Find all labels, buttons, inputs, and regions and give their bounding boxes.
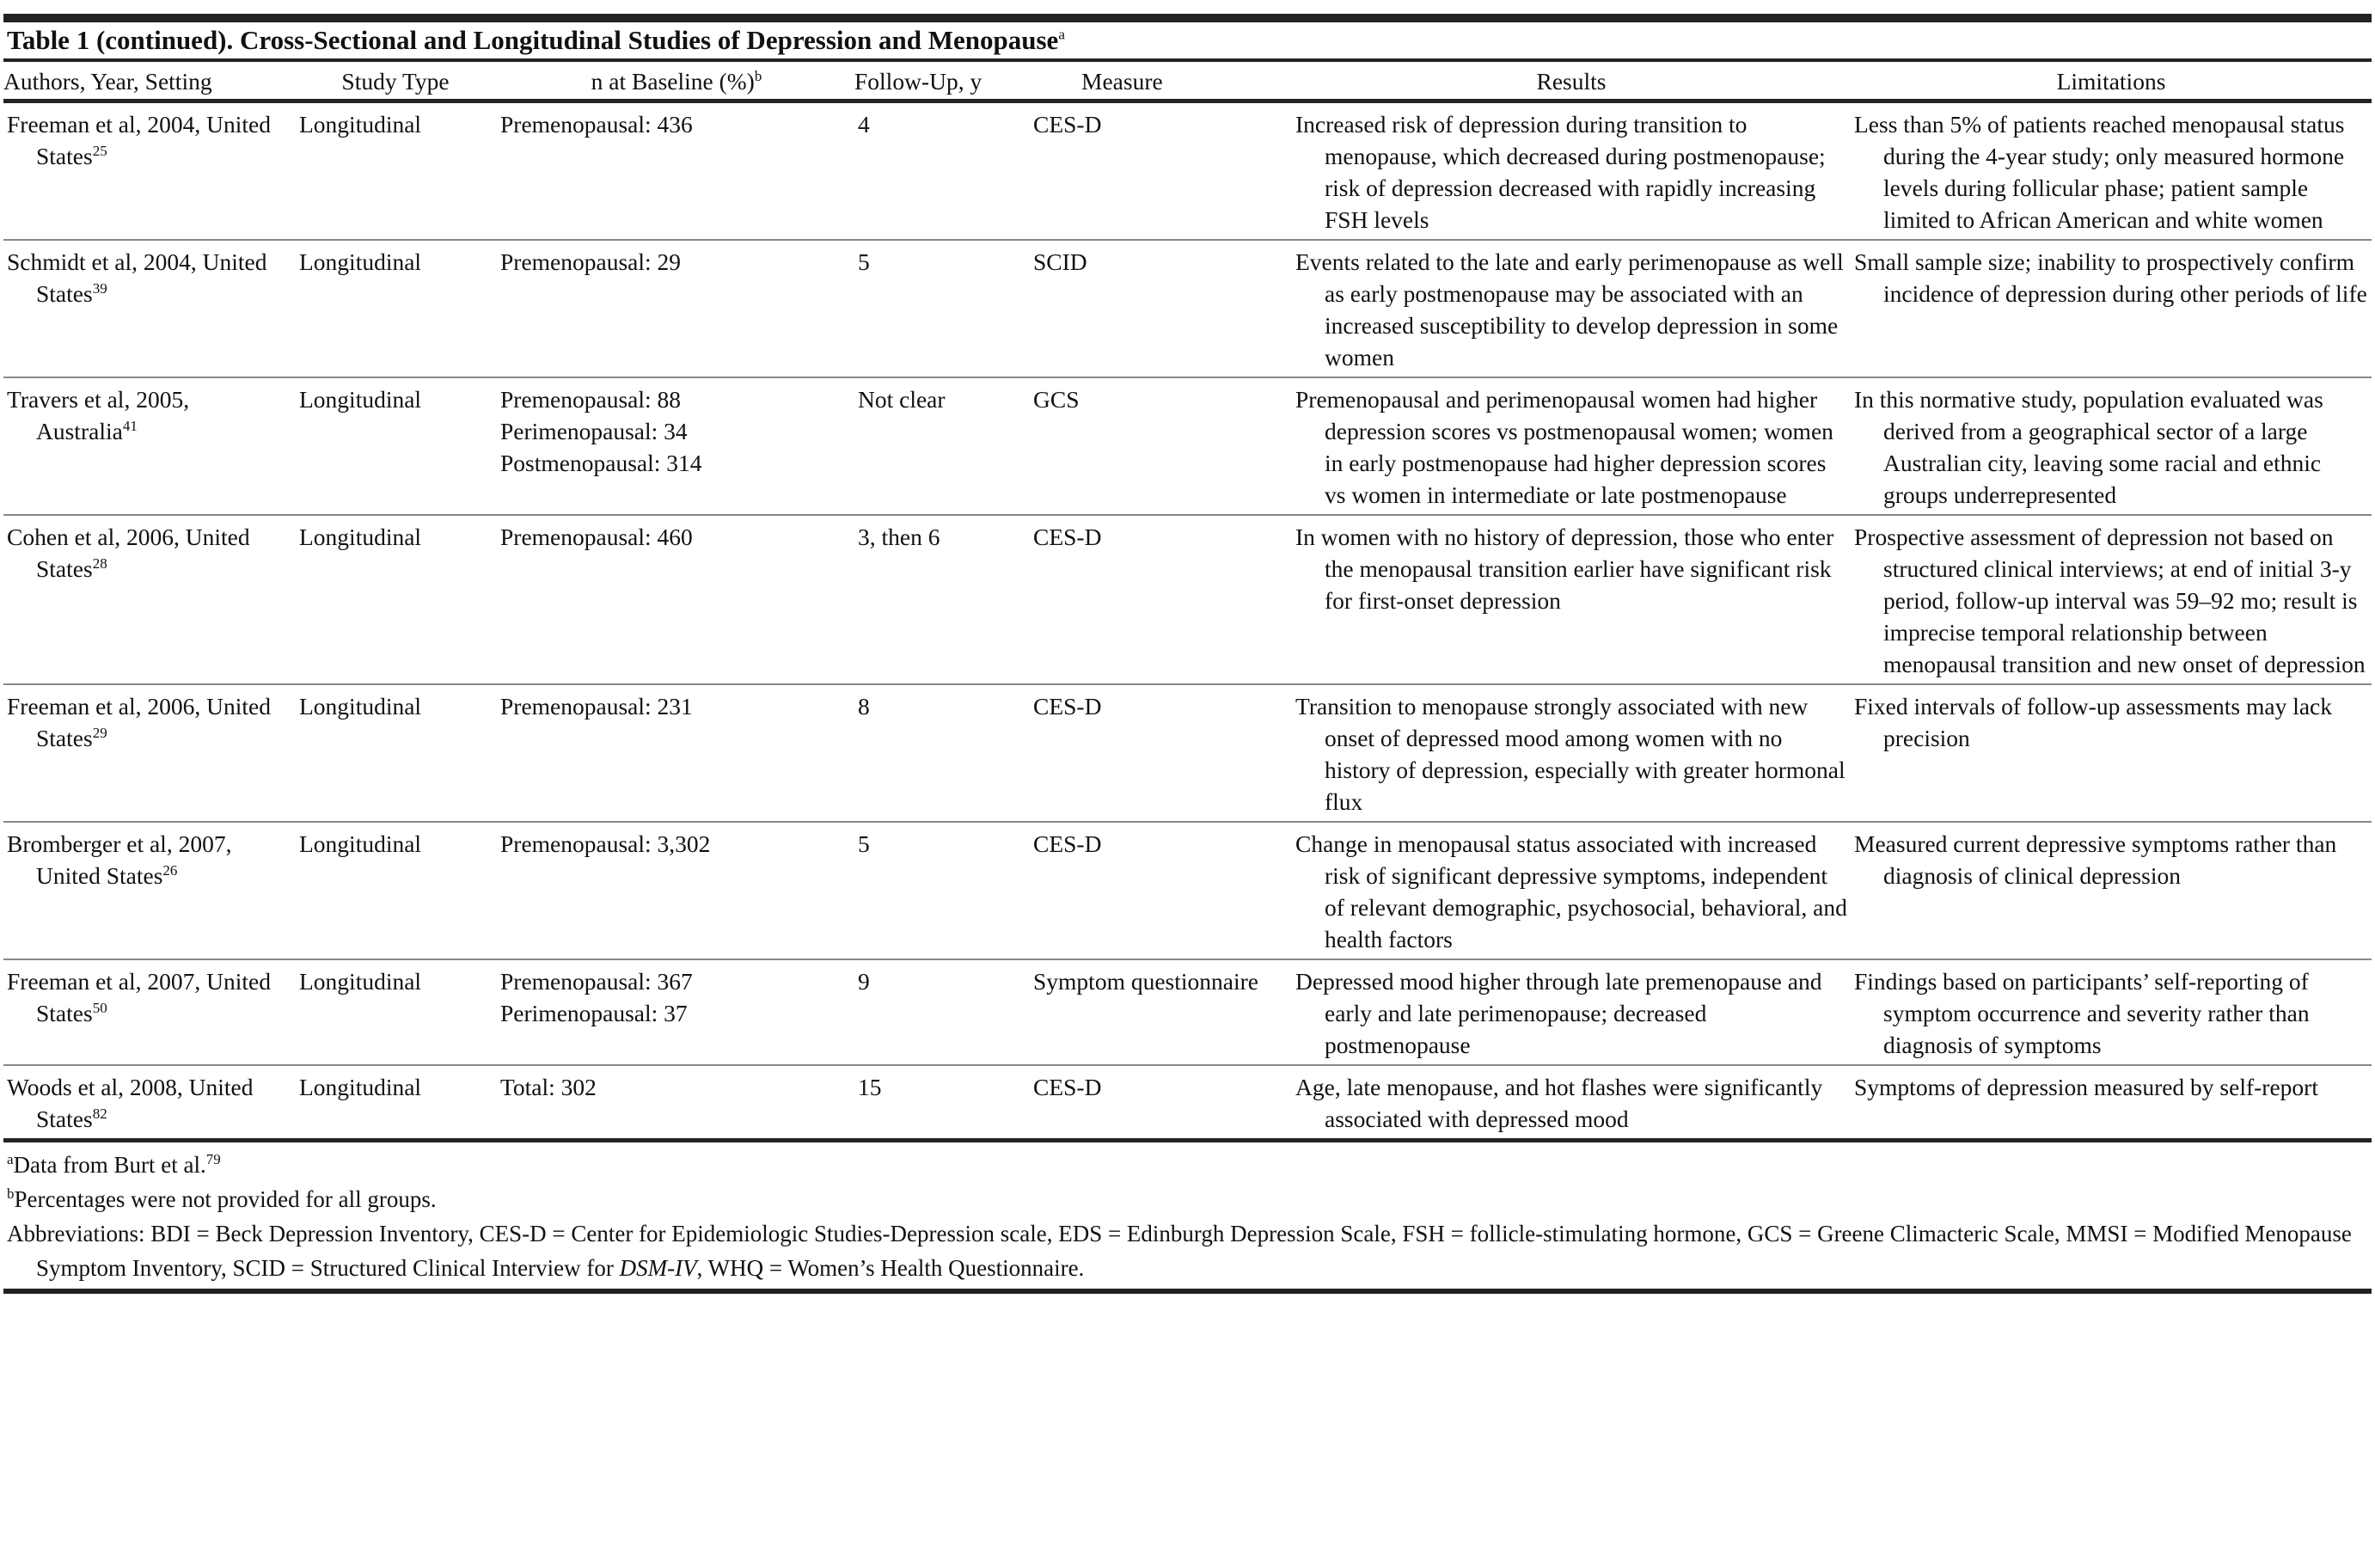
- n-line: Premenopausal: 231: [500, 693, 693, 720]
- cell-limitations: [1851, 1065, 2372, 1141]
- measure-text: Symptom questionnaire: [1033, 968, 1258, 995]
- header-results: Results: [1292, 62, 1851, 101]
- footnote-text: Percentages were not provided for all groups.: [14, 1186, 437, 1212]
- cell-limitations: [1851, 959, 2372, 1065]
- n-line: Perimenopausal: 34: [500, 418, 688, 444]
- cell-limitations: [1851, 240, 2372, 377]
- cell-follow-up: 8: [854, 684, 1030, 822]
- results-text: Increased risk of depression during transition to menopause, which decreased during postmenopause; risk of depression decreased with rapidly increasing FSH levels: [1295, 111, 1826, 233]
- cell-results: [1292, 684, 1851, 822]
- cell-measure: [1030, 515, 1292, 684]
- table-row: [3, 101, 2372, 241]
- table-row: [3, 515, 2372, 684]
- results-text: Age, late menopause, and hot flashes were significantly associated with depressed mood: [1295, 1074, 1823, 1132]
- footnote-text: Data from Burt et al.: [13, 1152, 206, 1178]
- footnote-b: [7, 1182, 2368, 1216]
- n-line: Perimenopausal: 37: [500, 1000, 688, 1026]
- limitations-text: Less than 5% of patients reached menopausal status during the 4-year study; only measured hormone levels during follicular phase; patient sample limited to African American and white women: [1854, 111, 2345, 233]
- header-limitations: Limitations: [1851, 62, 2372, 101]
- header-n-baseline: [499, 62, 854, 101]
- results-text: Events related to the late and early perimenopause as well as early postmenopause may be associated with an increased susceptibility to develop depression in some women: [1295, 248, 1844, 371]
- author-text: [7, 383, 289, 447]
- cell-n-baseline: [499, 684, 854, 822]
- footnote-mark: b: [7, 1185, 15, 1202]
- reference-number: 82: [92, 1105, 107, 1122]
- n-line: Total: 302: [500, 1074, 597, 1100]
- measure-text: SCID: [1033, 248, 1087, 275]
- results-text: Depressed mood higher through late premenopause and early and late perimenopause; decreased postmenopause: [1295, 968, 1822, 1058]
- abbrev-text-end: , WHQ = Women’s Health Questionnaire.: [696, 1255, 1085, 1281]
- author-text: [7, 1071, 289, 1135]
- limitations-text: Findings based on participants’ self-reporting of symptom occurrence and severity rather than diagnosis of symptoms: [1854, 968, 2310, 1058]
- header-follow-up: Follow-Up, y: [854, 62, 1030, 101]
- cell-study-type: Longitudinal: [292, 377, 499, 515]
- author-name: Schmidt et al, 2004, United States: [7, 248, 267, 307]
- limitations-text: Fixed intervals of follow-up assessments may lack precision: [1854, 693, 2333, 751]
- cell-author: [3, 240, 292, 377]
- cell-results: [1292, 101, 1851, 241]
- cell-follow-up: 3, then 6: [854, 515, 1030, 684]
- cell-study-type: Longitudinal: [292, 684, 499, 822]
- cell-limitations: [1851, 822, 2372, 959]
- author-name: Travers et al, 2005, Australia: [7, 386, 190, 444]
- limitations-text: Small sample size; inability to prospectively confirm incidence of depression during other periods of life: [1854, 248, 2367, 307]
- table-row: [3, 377, 2372, 515]
- cell-limitations: [1851, 515, 2372, 684]
- n-line: Premenopausal: 88: [500, 386, 682, 413]
- table-document: [3, 14, 2372, 1294]
- table-row: [3, 959, 2372, 1065]
- cell-limitations: [1851, 684, 2372, 822]
- n-line: Postmenopausal: 314: [500, 450, 702, 476]
- measure-text: CES-D: [1033, 524, 1102, 550]
- cell-n-baseline: [499, 101, 854, 241]
- n-line: Premenopausal: 436: [500, 111, 693, 138]
- limitations-text: In this normative study, population evaluated was derived from a geographical sector of a large Australian city, leaving some racial and ethnic groups underrepresented: [1854, 386, 2323, 508]
- cell-study-type: Longitudinal: [292, 515, 499, 684]
- cell-author: [3, 377, 292, 515]
- footnote-ref: 79: [205, 1151, 221, 1167]
- n-line: Premenopausal: 367: [500, 968, 693, 995]
- cell-author: [3, 515, 292, 684]
- limitations-text: Prospective assessment of depression not based on structured clinical interviews; at end of initial 3-y period, follow-up interval was 59–92 mo; result is imprecise temporal relationship between menopausal transition and new onset of depression: [1854, 524, 2366, 677]
- author-name: Cohen et al, 2006, United States: [7, 524, 250, 582]
- cell-n-baseline: [499, 377, 854, 515]
- results-text: Premenopausal and perimenopausal women had higher depression scores vs postmenopausal women; women in early postmenopause had higher depression scores vs women in intermediate or late postmenopause: [1295, 386, 1833, 508]
- reference-number: 25: [92, 142, 107, 159]
- header-superscript: b: [754, 67, 762, 84]
- footnote-a: [7, 1148, 2368, 1182]
- cell-follow-up: 4: [854, 101, 1030, 241]
- results-text: In women with no history of depression, those who enter the menopausal transition earlier have significant risk for first-onset depression: [1295, 524, 1834, 614]
- cell-results: [1292, 515, 1851, 684]
- measure-text: CES-D: [1033, 111, 1102, 138]
- header-study-type: Study Type: [292, 62, 499, 101]
- footnotes: [3, 1142, 2372, 1294]
- table-row: [3, 822, 2372, 959]
- cell-measure: [1030, 822, 1292, 959]
- cell-study-type: Longitudinal: [292, 822, 499, 959]
- measure-text: GCS: [1033, 386, 1080, 413]
- cell-measure: [1030, 684, 1292, 822]
- cell-study-type: Longitudinal: [292, 959, 499, 1065]
- cell-study-type: Longitudinal: [292, 240, 499, 377]
- reference-number: 39: [92, 279, 107, 297]
- measure-text: CES-D: [1033, 693, 1102, 720]
- cell-measure: [1030, 1065, 1292, 1141]
- reference-number: 41: [122, 417, 138, 434]
- table-row: [3, 1065, 2372, 1141]
- cell-results: [1292, 959, 1851, 1065]
- author-text: [7, 246, 289, 309]
- abbrev-text: Abbreviations: BDI = Beck Depression Inventory, CES-D = Center for Epidemiologic Studies-Depression scale, EDS = Edinburgh Depression Scale, FSH = follicle-stimulating hormone, GCS = Greene Climacteric Scale, MMSI = Modified Menopause Symptom Inventory, SCID = Structured Clinical Interview for: [7, 1221, 2352, 1281]
- cell-measure: [1030, 959, 1292, 1065]
- author-name: Woods et al, 2008, United States: [7, 1074, 254, 1132]
- cell-author: [3, 959, 292, 1065]
- cell-results: [1292, 1065, 1851, 1141]
- cell-author: [3, 101, 292, 241]
- author-name: Bromberger et al, 2007, United States: [7, 830, 232, 889]
- cell-follow-up: 9: [854, 959, 1030, 1065]
- cell-results: [1292, 377, 1851, 515]
- reference-number: 50: [92, 999, 107, 1016]
- results-text: Transition to menopause strongly associated with new onset of depressed mood among women with no history of depression, especially with greater hormonal flux: [1295, 693, 1846, 815]
- author-text: [7, 690, 289, 754]
- cell-limitations: [1851, 101, 2372, 241]
- limitations-text: Symptoms of depression measured by self-report: [1854, 1074, 2318, 1100]
- cell-results: [1292, 240, 1851, 377]
- cell-study-type: Longitudinal: [292, 101, 499, 241]
- cell-author: [3, 822, 292, 959]
- measure-text: CES-D: [1033, 830, 1102, 857]
- limitations-text: Measured current depressive symptoms rather than diagnosis of clinical depression: [1854, 830, 2337, 889]
- author-name: Freeman et al, 2004, United States: [7, 111, 271, 169]
- author-name: Freeman et al, 2007, United States: [7, 968, 271, 1026]
- footnote-mark: a: [7, 1151, 14, 1167]
- reference-number: 29: [92, 724, 107, 741]
- author-text: [7, 108, 289, 172]
- author-name: Freeman et al, 2006, United States: [7, 693, 271, 751]
- title-superscript: a: [1058, 26, 1065, 43]
- table-row: [3, 684, 2372, 822]
- cell-follow-up: 5: [854, 240, 1030, 377]
- cell-measure: [1030, 377, 1292, 515]
- title-text: Table 1 (continued). Cross-Sectional and Longitudinal Studies of Depression and Menopause: [7, 25, 1059, 55]
- header-n-text: n at Baseline (%): [591, 68, 755, 95]
- reference-number: 28: [92, 554, 107, 572]
- author-text: [7, 965, 289, 1029]
- n-line: Premenopausal: 29: [500, 248, 682, 275]
- results-text: Change in menopausal status associated with increased risk of significant depressive symptoms, independent of relevant demographic, psychosocial, behavioral, and health factors: [1295, 830, 1847, 952]
- cell-author: [3, 1065, 292, 1141]
- abbreviations: [7, 1216, 2368, 1285]
- cell-follow-up: 5: [854, 822, 1030, 959]
- cell-results: [1292, 822, 1851, 959]
- cell-n-baseline: [499, 515, 854, 684]
- cell-follow-up: 15: [854, 1065, 1030, 1141]
- top-rule: [3, 14, 2372, 22]
- cell-follow-up: Not clear: [854, 377, 1030, 515]
- table-title: [3, 22, 2372, 62]
- cell-measure: [1030, 240, 1292, 377]
- studies-table: [3, 62, 2372, 1142]
- cell-study-type: Longitudinal: [292, 1065, 499, 1141]
- author-text: [7, 521, 289, 585]
- cell-n-baseline: [499, 1065, 854, 1141]
- cell-measure: [1030, 101, 1292, 241]
- cell-author: [3, 684, 292, 822]
- table-row: [3, 240, 2372, 377]
- reference-number: 26: [162, 861, 178, 879]
- header-measure: Measure: [1030, 62, 1292, 101]
- cell-n-baseline: [499, 240, 854, 377]
- abbrev-italic: DSM-IV: [619, 1255, 697, 1281]
- header-authors: Authors, Year, Setting: [3, 62, 292, 101]
- n-line: Premenopausal: 460: [500, 524, 693, 550]
- n-line: Premenopausal: 3,302: [500, 830, 711, 857]
- measure-text: CES-D: [1033, 1074, 1102, 1100]
- cell-n-baseline: [499, 822, 854, 959]
- header-row: [3, 62, 2372, 101]
- cell-n-baseline: [499, 959, 854, 1065]
- author-text: [7, 828, 289, 891]
- cell-limitations: [1851, 377, 2372, 515]
